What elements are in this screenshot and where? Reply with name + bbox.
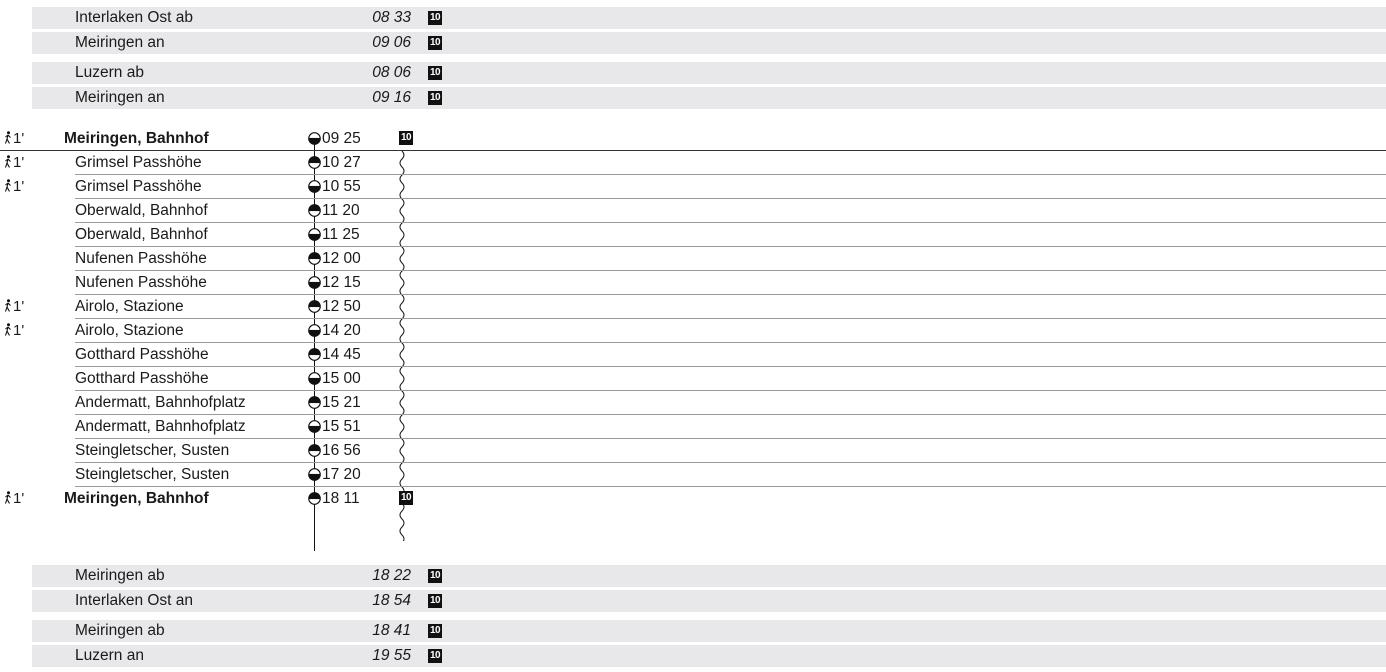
stop-name: Andermatt, Bahnhofplatz	[75, 394, 246, 411]
arrival-half-circle-icon	[308, 300, 321, 313]
connection-row	[32, 620, 1386, 642]
stop-name: Grimsel Passhöhe	[75, 154, 202, 171]
route-row	[0, 199, 1386, 223]
walk-time	[3, 130, 24, 148]
connection-time: 19 55	[372, 647, 411, 664]
route-row	[0, 175, 1386, 199]
connection-row	[32, 62, 1386, 84]
stop-time: 10 27	[322, 154, 361, 171]
connection-time: 08 06	[372, 64, 411, 81]
walking-person-icon	[3, 155, 13, 172]
arrival-half-circle-icon	[308, 492, 321, 505]
stop-name: Nufenen Passhöhe	[75, 274, 207, 291]
walking-person-icon	[3, 323, 13, 340]
arrival-half-circle-icon	[308, 156, 321, 169]
route-row	[0, 391, 1386, 415]
connection-time: 18 54	[372, 592, 411, 609]
arrival-half-circle-icon	[308, 444, 321, 457]
stop-time: 15 00	[322, 370, 361, 387]
arrival-half-circle-icon	[308, 252, 321, 265]
stop-name: Gotthard Passhöhe	[75, 346, 209, 363]
connection-station: Meiringen an	[75, 89, 165, 106]
arrival-half-circle-icon	[308, 348, 321, 361]
departure-half-circle-icon	[308, 324, 321, 337]
connection-row	[32, 590, 1386, 612]
connection-row	[32, 645, 1386, 667]
route-row	[0, 439, 1386, 463]
stop-time: 14 45	[322, 346, 361, 363]
line-badge: 10	[429, 595, 441, 606]
line-badge: 10	[429, 570, 441, 581]
walk-time	[3, 490, 24, 508]
stop-time: 10 55	[322, 178, 361, 195]
route-row	[0, 127, 1386, 151]
connection-station: Interlaken Ost an	[75, 592, 194, 609]
route-row	[0, 295, 1386, 319]
stop-name: Oberwald, Bahnhof	[75, 202, 208, 219]
walk-minutes: 1'	[13, 178, 25, 195]
line-badge: 10	[429, 12, 441, 23]
stop-time: 12 00	[322, 250, 361, 267]
walk-time	[3, 154, 24, 172]
connection-row	[32, 32, 1386, 54]
walk-minutes: 1'	[13, 298, 25, 315]
route-row	[0, 247, 1386, 271]
stop-time: 16 56	[322, 442, 361, 459]
arrival-half-circle-icon	[308, 396, 321, 409]
stop-time: 15 51	[322, 418, 361, 435]
stop-time: 18 11	[322, 490, 360, 507]
departure-half-circle-icon	[308, 228, 321, 241]
route-timetable	[0, 127, 1386, 559]
stop-time: 12 50	[322, 298, 361, 315]
stop-time: 09 25	[322, 130, 361, 147]
walk-time	[3, 298, 24, 316]
connection-row	[32, 87, 1386, 109]
route-row	[0, 319, 1386, 343]
walk-time	[3, 178, 24, 196]
stop-name: Steingletscher, Susten	[75, 442, 230, 459]
stop-name: Andermatt, Bahnhofplatz	[75, 418, 246, 435]
stop-name: Steingletscher, Susten	[75, 466, 230, 483]
walk-minutes: 1'	[13, 322, 25, 339]
connection-station: Meiringen an	[75, 34, 165, 51]
connection-station: Meiringen ab	[75, 567, 165, 584]
stop-name: Grimsel Passhöhe	[75, 178, 202, 195]
stop-name: Nufenen Passhöhe	[75, 250, 207, 267]
walking-person-icon	[3, 491, 13, 508]
walk-minutes: 1'	[13, 490, 25, 507]
departure-half-circle-icon	[308, 372, 321, 385]
stop-time: 15 21	[322, 394, 361, 411]
connection-station: Luzern an	[75, 647, 144, 664]
line-badge: 10	[429, 67, 441, 78]
stop-name: Airolo, Stazione	[75, 322, 184, 339]
route-row	[0, 271, 1386, 295]
stop-time: 11 20	[322, 202, 360, 219]
route-row	[0, 343, 1386, 367]
stop-name: Meiringen, Bahnhof	[64, 130, 209, 147]
line-badge: 10	[429, 625, 441, 636]
connection-station: Luzern ab	[75, 64, 144, 81]
connection-station: Interlaken Ost ab	[75, 9, 194, 26]
stop-name: Airolo, Stazione	[75, 298, 184, 315]
stop-name: Meiringen, Bahnhof	[64, 490, 209, 507]
connection-station: Meiringen ab	[75, 622, 165, 639]
walk-minutes: 1'	[13, 154, 25, 171]
connection-time: 09 06	[372, 34, 411, 51]
departure-half-circle-icon	[308, 420, 321, 433]
connection-time: 09 16	[372, 89, 411, 106]
stop-name: Gotthard Passhöhe	[75, 370, 209, 387]
route-row	[0, 367, 1386, 391]
line-badge: 10	[429, 37, 441, 48]
route-row	[0, 463, 1386, 487]
departure-half-circle-icon	[308, 132, 321, 145]
walking-person-icon	[3, 131, 13, 148]
line-badge: 10	[429, 92, 441, 103]
walking-person-icon	[3, 299, 13, 316]
stop-time: 17 20	[322, 466, 361, 483]
stop-time: 12 15	[322, 274, 361, 291]
arrival-half-circle-icon	[308, 204, 321, 217]
route-row	[0, 223, 1386, 247]
connection-time: 18 41	[372, 622, 411, 639]
route-row	[0, 487, 1386, 511]
walk-time	[3, 322, 24, 340]
walk-minutes: 1'	[13, 130, 25, 147]
stop-time: 14 20	[322, 322, 361, 339]
stop-name: Oberwald, Bahnhof	[75, 226, 208, 243]
connection-row	[32, 565, 1386, 587]
departure-half-circle-icon	[308, 180, 321, 193]
walking-person-icon	[3, 179, 13, 196]
stop-time: 11 25	[322, 226, 360, 243]
connection-time: 18 22	[372, 567, 411, 584]
line-badge: 10	[429, 650, 441, 661]
route-row	[0, 151, 1386, 175]
route-row	[0, 415, 1386, 439]
connection-row	[32, 7, 1386, 29]
connection-time: 08 33	[372, 9, 411, 26]
line-badge: 10	[400, 132, 412, 143]
departure-half-circle-icon	[308, 468, 321, 481]
line-badge: 10	[400, 492, 412, 503]
departure-half-circle-icon	[308, 276, 321, 289]
